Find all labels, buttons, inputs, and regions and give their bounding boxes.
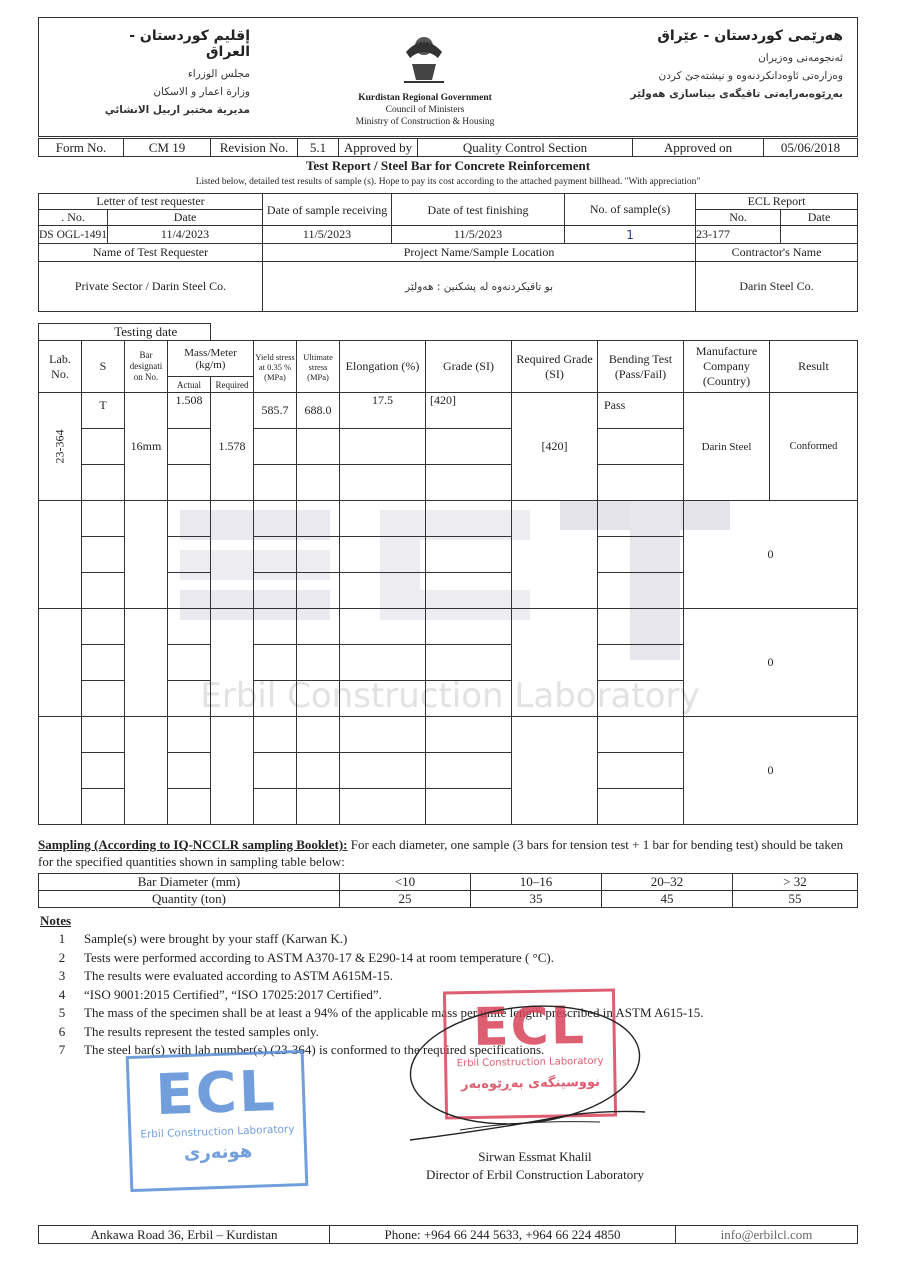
required-header: Required — [211, 377, 254, 393]
results-table — [38, 323, 858, 825]
sampling-body: For each diameter, one sample (3 bars for tension test + 1 bar for bending test) should be taken for the specified quantities shown in sampling table below: — [38, 837, 844, 869]
empty-group-value: 0 — [684, 501, 858, 609]
s-header: S — [82, 341, 125, 393]
sampling-table — [38, 873, 858, 908]
approved-on-label: Approved on — [633, 139, 764, 157]
bending-header: Bending Test (Pass/Fail) — [598, 341, 684, 393]
mass-actual: 1.508 — [168, 393, 211, 429]
approved-on: 05/06/2018 — [764, 139, 858, 157]
receiving-date: 11/5/2023 — [263, 226, 392, 244]
bar-designation: 16mm — [125, 393, 168, 501]
result: Conformed — [770, 393, 858, 501]
approved-by-label: Approved by — [339, 139, 418, 157]
ecl-date-label: Date — [781, 210, 858, 226]
contractor-name: Darin Steel Co. — [696, 262, 858, 312]
actual-header: Actual — [168, 377, 211, 393]
ultimate-header: Ultimate stress (MPa) — [297, 341, 340, 393]
quantity-value: 25 — [340, 891, 471, 908]
intro-text: Listed below, detailed test results of sample (s). Hope to pay its cost according to the attached payment billhead. "With appreciation" — [195, 177, 701, 187]
signature-block — [400, 1148, 670, 1184]
ministry-ku: وەزارەتی ئاوەدانکردنەوە و نیشتەجێ کردن — [658, 70, 843, 82]
note-text: The mass of the specimen shall be at least a 94% of the applicable mass per unite length prescribed in ASTM A615-15. — [84, 1005, 704, 1020]
mass-required: 1.578 — [211, 393, 254, 501]
letter-no: DS OGL-1491 — [39, 226, 108, 244]
revision-label: Revision No. — [211, 139, 298, 157]
note-number: 1 — [58, 931, 66, 946]
ultimate-stress: 688.0 — [297, 393, 340, 429]
contractor-label: Contractor's Name — [696, 244, 858, 262]
note-item — [40, 967, 840, 986]
report-title: Test Report / Steel Bar for Concrete Reinforcement — [305, 158, 591, 173]
letter-label: Letter of test requester — [39, 194, 263, 210]
note-text: The results represent the tested samples only. — [84, 1023, 319, 1039]
note-number: 6 — [58, 1023, 66, 1039]
ecl-no-label: No. — [696, 210, 781, 226]
elongation: 17.5 — [340, 393, 426, 429]
bar-header: Bar designati on No. — [125, 341, 168, 393]
diameter-value: 20–32 — [602, 874, 733, 891]
letter-date: 11/4/2023 — [108, 226, 263, 244]
receiving-label: Date of sample receiving — [263, 194, 392, 226]
quantity-value: 45 — [602, 891, 733, 908]
lab-no-header: Lab. No. — [39, 341, 82, 393]
ecl-no: 23-177 — [696, 226, 781, 244]
ministry-ar: وزارة اعمار و الاسكان — [153, 86, 250, 98]
form-no: CM 19 — [124, 139, 211, 157]
footer-email[interactable]: info@erbilcl.com — [676, 1226, 858, 1244]
ministry-en: Ministry of Construction & Housing — [355, 117, 495, 127]
sample-row — [39, 393, 858, 429]
letterhead-arabic — [90, 28, 250, 116]
letterhead-kurdish — [575, 28, 843, 100]
lab-no: 23-364 — [52, 429, 67, 464]
note-text: “ISO 9001:2015 Certified”, “ISO 17025:2017 Certified”. — [84, 986, 382, 1002]
note-number: 5 — [58, 1005, 66, 1020]
blue-stamp — [126, 1050, 309, 1192]
diameter-value: 10–16 — [471, 874, 602, 891]
finishing-label: Date of test finishing — [392, 194, 565, 226]
footer-address: Ankawa Road 36, Erbil – Kurdistan — [39, 1226, 330, 1244]
signatory-name: Sirwan Essmat Khalil — [478, 1149, 592, 1164]
note-number: 7 — [58, 1042, 66, 1057]
ecl-date — [781, 226, 858, 244]
sample-s: T — [82, 393, 125, 429]
empty-group-value: 0 — [684, 609, 858, 717]
grade-header: Grade (SI) — [426, 341, 512, 393]
finishing-date: 11/5/2023 — [392, 226, 565, 244]
form-info-row — [38, 138, 858, 157]
note-number: 4 — [58, 986, 66, 1002]
note-number: 2 — [58, 949, 66, 965]
directorate-ar: مديرية مختبر اربيل الانشائي — [104, 104, 250, 116]
ecl-report-label: ECL Report — [696, 194, 858, 210]
note-item — [40, 949, 840, 968]
letter-date-label: Date — [108, 210, 263, 226]
result-header: Result — [770, 341, 858, 393]
request-table — [38, 193, 858, 312]
sampling-text — [38, 836, 858, 870]
footer — [38, 1225, 858, 1244]
elongation-header: Elongation (%) — [340, 341, 426, 393]
bending-result: Pass — [598, 393, 684, 429]
mass-header: Mass/Meter (kg/m) — [168, 341, 254, 377]
approved-by: Quality Control Section — [418, 139, 633, 157]
diameter-value: <10 — [340, 874, 471, 891]
revision-no: 5.1 — [298, 139, 339, 157]
council-ar: مجلس الوزراء — [187, 68, 250, 80]
blue-stamp-text: Erbil Construction Laboratory — [140, 1123, 295, 1141]
council-en: Council of Ministers — [385, 105, 465, 115]
form-no-label: Form No. — [39, 139, 124, 157]
watermark-text: Erbil Construction Laboratory — [200, 676, 700, 716]
yield-stress: 585.7 — [254, 393, 297, 429]
note-item — [40, 930, 840, 949]
grade: [420] — [426, 393, 512, 429]
yield-header: Yield stress at 0.35 % (MPa) — [254, 341, 297, 393]
quantity-label: Quantity (ton) — [39, 891, 340, 908]
note-number: 3 — [58, 968, 66, 983]
directorate-ku: بەڕێوەبەرایەتی تاقیگەی بیناسازی هەولێر — [630, 88, 843, 100]
sample-count: 1 — [565, 226, 696, 244]
project-name: بو تاقیکردنەوە لە پشکنین : هەولێر — [263, 262, 696, 312]
project-label: Project Name/Sample Location — [263, 244, 696, 262]
blue-stamp-logo: ECL — [154, 1058, 278, 1129]
samples-label: No. of sample(s) — [565, 194, 696, 226]
manufacture-header: Manufacture Company (Country) — [684, 341, 770, 393]
footer-phone: Phone: +964 66 244 5633, +964 66 224 4850 — [330, 1226, 676, 1244]
signatory-title: Director of Erbil Construction Laboratory — [425, 1167, 645, 1182]
red-stamp-sub: نووسینگەی بەڕێوەبەر — [460, 1074, 601, 1093]
quantity-value: 35 — [471, 891, 602, 908]
red-stamp-logo: ECL — [472, 996, 587, 1058]
req-grade-header: Required Grade (SI) — [512, 341, 598, 393]
krg-title: Kurdistan Regional Government — [358, 93, 492, 103]
krg-emblem-icon — [398, 24, 450, 86]
required-grade: [420] — [512, 393, 598, 501]
note-text: Tests were performed according to ASTM A370-17 & E290-14 at room temperature ( °C). — [84, 949, 554, 965]
council-ku: ئەنجومەنی وەزیران — [758, 52, 843, 64]
sampling-heading: Sampling (According to IQ-NCCLR sampling Booklet): — [38, 837, 348, 852]
region-ku: هەرێمی کوردستان - عێراق — [657, 28, 843, 44]
requester-name: Private Sector / Darin Steel Co. — [39, 262, 263, 312]
lab-no-cell — [39, 393, 82, 501]
notes-heading: Notes — [40, 913, 72, 928]
note-text: The steel bar(s) with lab number(s) (23-364) is conformed to the required specifications. — [84, 1042, 545, 1057]
letter-no-label: . No. — [39, 210, 108, 226]
blue-stamp-sub: هونەری — [183, 1140, 253, 1165]
letterhead-center — [335, 92, 515, 128]
note-text: The results were evaluated according to ASTM A615M-15. — [84, 968, 394, 983]
quantity-value: 55 — [733, 891, 858, 908]
manufacturer: Darin Steel — [684, 393, 770, 501]
red-stamp-text: Erbil Construction Laboratory — [456, 1055, 604, 1070]
requester-label: Name of Test Requester — [39, 244, 263, 262]
testing-date-label: Testing date — [82, 324, 211, 341]
note-text: Sample(s) were brought by your staff (Karwan K.) — [84, 931, 348, 946]
diameter-label: Bar Diameter (mm) — [39, 874, 340, 891]
signature-scribble-icon — [400, 1000, 670, 1150]
diameter-value: > 32 — [733, 874, 858, 891]
empty-group-value: 0 — [684, 717, 858, 825]
region-ar: إقليم كوردستان - العراق — [129, 28, 250, 60]
